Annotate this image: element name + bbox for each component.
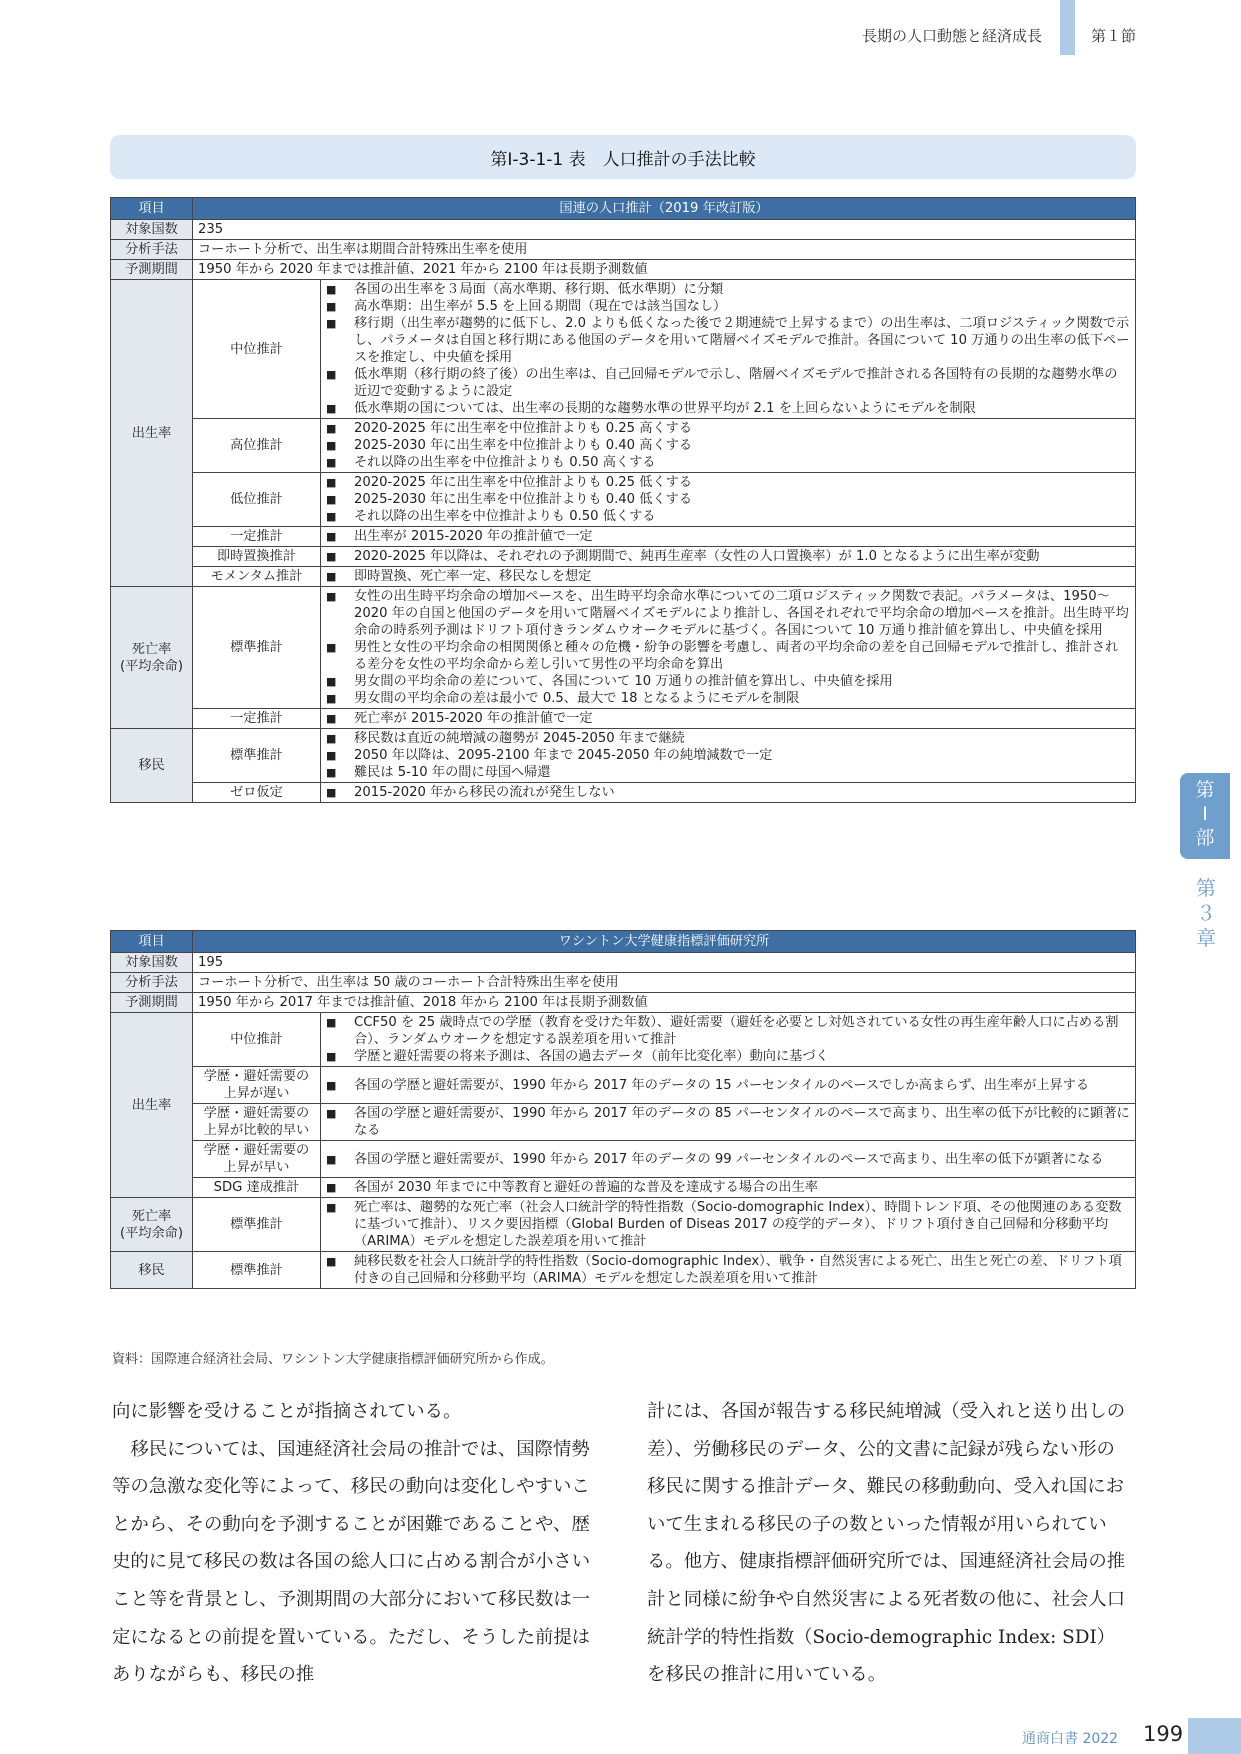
method-label-line1: 学歴・避妊需要の: [203, 1106, 310, 1121]
bullet-text: 2020-2025 年以降は、それぞれの予測期間で、純再生産率（女性の人口置換率）が 1.0 となるように出生率が変動: [354, 549, 1040, 564]
table-row: [111, 260, 1136, 280]
bullet-square-icon: ■: [326, 456, 337, 469]
bullet-square-icon: ■: [326, 1050, 337, 1063]
bullet-text: 女性の出生時平均余命の増加ペースを、出生時平均余命水準についての二項ロジスティック関数で表記。パラメータは、1950～2020 年の自国と他国のデータを用いて階層ベイズモデルにより推計し、各国それぞれで平均余命の増加ペースを推計。出生時平均余命の時系列予測はドリフト項付きランダムウオークモデルに基づく。各国について 10 万通り推計値を算出し、中央値を採用: [354, 589, 1129, 638]
bullet-cell: [321, 587, 1136, 709]
table-row: [111, 419, 1136, 473]
bullet-cell: [321, 419, 1136, 473]
bullet-text: 2015-2020 年から移民の流れが発生しない: [354, 785, 615, 800]
bullet-square-icon: ■: [326, 590, 337, 603]
part-label: 第Ⅰ部: [1195, 779, 1215, 849]
method-label-line1: 学歴・避妊需要の: [203, 1069, 310, 1084]
part-side-tab: [1180, 773, 1230, 859]
method-label: 高位推計: [193, 419, 321, 473]
bullet-text: 即時置換、死亡率一定、移民なしを想定: [354, 569, 592, 584]
row-value: 1950 年から 2020 年までは推計値、2021 年から 2100 年は長期予測数値: [193, 260, 1136, 280]
bullet-square-icon: ■: [326, 300, 337, 313]
bullet-cell: [321, 709, 1136, 729]
bullet-item: [326, 508, 1130, 525]
row-value: コーホート分析で、出生率は 50 歳のコーホート合計特殊出生率を使用: [193, 973, 1136, 993]
bullet-item: [326, 673, 1130, 690]
bullet-cell: [321, 547, 1136, 567]
row-value: 235: [193, 220, 1136, 240]
bullet-text: 各国の学歴と避妊需要が、1990 年から 2017 年のデータの 99 パーセンタイルのペースで高まり、出生率の低下が顕著になる: [354, 1151, 1104, 1167]
method-label: 標準推計: [193, 1252, 321, 1289]
bullet-square-icon: ■: [326, 530, 337, 543]
table-row: [111, 1141, 1136, 1178]
chapter-label: 第３章: [1196, 876, 1216, 950]
row-label: 分析手法: [111, 973, 193, 993]
method-label: 標準推計: [193, 587, 321, 709]
row-label: 分析手法: [111, 240, 193, 260]
method-label-line2: 上昇が比較的早い: [203, 1123, 310, 1138]
bullet-text: 各国が 2030 年までに中等教育と避妊の普遍的な普及を達成する場合の出生率: [354, 1180, 818, 1195]
un-method-table: [110, 197, 1136, 803]
row-label: 予測期間: [111, 993, 193, 1013]
bullet-text: それ以降の出生率を中位推計よりも 0.50 高くする: [354, 455, 656, 470]
bullet-square-icon: ■: [326, 570, 337, 583]
method-label: SDG 達成推計: [193, 1178, 321, 1198]
bullet-text: CCF50 を 25 歳時点での学歴（教育を受けた年数）、避妊需要（避妊を必要とし対処されている女性の再生産年齢人口に占める割合）、ランダムウオークを想定する誤差項を用いて推計: [354, 1015, 1119, 1047]
bullet-square-icon: ■: [326, 732, 337, 745]
table-row: [111, 527, 1136, 547]
bullet-item: [326, 366, 1130, 400]
bullet-item: [326, 298, 1130, 315]
category-label: 出生率: [111, 280, 193, 587]
table-row: [111, 993, 1136, 1013]
method-label: 標準推計: [193, 729, 321, 783]
bullet-item: [326, 491, 1130, 508]
bullet-item: [326, 437, 1130, 454]
bullet-item: [326, 588, 1130, 639]
method-label: 標準推計: [193, 1198, 321, 1252]
bullet-square-icon: ■: [326, 1016, 337, 1029]
bullet-item: [326, 639, 1130, 673]
table-row: [111, 1252, 1136, 1289]
bullet-item: [326, 568, 1130, 585]
bullet-square-icon: ■: [326, 1152, 337, 1166]
bullet-square-icon: ■: [326, 1078, 337, 1092]
bullet-square-icon: ■: [326, 510, 337, 523]
bullet-cell: [321, 527, 1136, 547]
bullet-item: [326, 400, 1130, 417]
method-label: ゼロ仮定: [193, 783, 321, 803]
bullet-cell: [321, 729, 1136, 783]
body-column-right: [647, 1393, 1129, 1694]
table-row: [111, 953, 1136, 973]
body-paragraph: 向に影響を受けることが指摘されている。: [112, 1401, 462, 1422]
bullet-square-icon: ■: [326, 550, 337, 563]
bullet-cell: [321, 1198, 1136, 1252]
category-label-line1: 死亡率: [131, 641, 172, 657]
row-label: 予測期間: [111, 260, 193, 280]
category-label: [111, 587, 193, 729]
method-label: 中位推計: [193, 280, 321, 419]
bullet-text: 出生率が 2015-2020 年の推計値で一定: [354, 529, 593, 544]
bullet-cell: [321, 783, 1136, 803]
method-label: 一定推計: [193, 709, 321, 729]
bullet-text: 男女間の平均余命の差について、各国について 10 万通りの推計値を算出し、中央値を採用: [354, 674, 893, 689]
bullet-cell: [321, 1141, 1136, 1178]
header-accent-bar: [1060, 0, 1075, 55]
table-row: [111, 473, 1136, 527]
footer-accent-bar: [1188, 1718, 1241, 1754]
bullet-text: 男女間の平均余命の差は最小で 0.5、最大で 18 となるようにモデルを制限: [354, 691, 800, 706]
method-label: 低位推計: [193, 473, 321, 527]
bullet-cell: [321, 1067, 1136, 1104]
table-row: [111, 729, 1136, 783]
bullet-square-icon: ■: [326, 675, 337, 688]
bullet-cell: [321, 567, 1136, 587]
bullet-item: [326, 1179, 1130, 1196]
category-label-line2: (平均余命): [119, 658, 184, 674]
category-label: 出生率: [111, 1013, 193, 1198]
bullet-square-icon: ■: [326, 1181, 337, 1194]
method-label: 一定推計: [193, 527, 321, 547]
header-item: 項目: [111, 931, 193, 953]
bullet-square-icon: ■: [326, 692, 337, 705]
bullet-item: [326, 454, 1130, 471]
category-label: 移民: [111, 1252, 193, 1289]
bullet-square-icon: ■: [326, 402, 337, 415]
table-row: [111, 567, 1136, 587]
bullet-cell: [321, 1104, 1136, 1141]
bullet-text: 低水準期（移行期の終了後）の出生率は、自己回帰モデルで示し、階層ベイズモデルで推計される各国特有の長期的な趨勢水準の近辺で変動するように設定: [354, 367, 1118, 399]
bullet-text: 2025-2030 年に出生率を中位推計よりも 0.40 高くする: [354, 438, 693, 453]
running-header-title: 長期の人口動態と経済成長: [862, 27, 1043, 45]
bullet-item: [326, 528, 1130, 545]
ihme-method-table: [110, 930, 1136, 1289]
header-title: ワシントン大学健康指標評価研究所: [193, 931, 1136, 953]
table-row: [111, 973, 1136, 993]
bullet-text: 純移民数を社会人口統計学的特性指数（Socio-domographic Index）、戦争・自然災害による死亡、出生と死亡の差、ドリフト項付きの自己回帰和分移動平均（ARIMA）モデルを想定した誤差項を用いて推計: [354, 1254, 1122, 1286]
bullet-item: [326, 1077, 1130, 1094]
table-row: [111, 220, 1136, 240]
bullet-item: [326, 474, 1130, 491]
table-row: [111, 1178, 1136, 1198]
footer-book-title: 通商白書 2022: [1022, 1731, 1119, 1747]
bullet-text: 2025-2030 年に出生率を中位推計よりも 0.40 低くする: [354, 492, 693, 507]
bullet-square-icon: ■: [326, 422, 337, 435]
bullet-cell: [321, 1252, 1136, 1289]
table-row: [111, 547, 1136, 567]
table-row: [111, 1013, 1136, 1067]
bullet-square-icon: ■: [326, 283, 337, 296]
bullet-text: 2050 年以降は、2095-2100 年まで 2045-2050 年の純増減数で一定: [354, 748, 773, 763]
bullet-square-icon: ■: [326, 439, 337, 452]
method-label-line2: 上昇が遅い: [223, 1086, 290, 1101]
bullet-text: 難民は 5-10 年の間に母国へ帰還: [354, 765, 551, 780]
method-label: [193, 1104, 321, 1141]
method-label: モメンタム推計: [193, 567, 321, 587]
bullet-item: [326, 1151, 1130, 1168]
bullet-cell: [321, 473, 1136, 527]
bullet-cell: [321, 280, 1136, 419]
row-value: コーホート分析で、出生率は期間合計特殊出生率を使用: [193, 240, 1136, 260]
category-label: 移民: [111, 729, 193, 803]
bullet-square-icon: ■: [326, 766, 337, 779]
method-label: 中位推計: [193, 1013, 321, 1067]
bullet-text: 各国の出生率を３局面（高水準期、移行期、低水準期）に分類: [354, 282, 724, 297]
table-row: [111, 240, 1136, 260]
bullet-text: 移行期（出生率が趨勢的に低下し、2.0 よりも低くなった後で２期連続で上昇するまで）の出生率は、二項ロジスティック関数で示し、パラメータは自国と移行期にある他国のデータを用いて階層ベイズモデルで推計。各国について 10 万通りの出生率の低下ペースを推定し、中央値を採用: [354, 316, 1130, 365]
bullet-item: [326, 710, 1130, 727]
page-number: 199: [1143, 1722, 1184, 1746]
bullet-square-icon: ■: [326, 368, 337, 381]
bullet-square-icon: ■: [326, 712, 337, 725]
table-caption: 第Ⅰ-3-1-1 表 人口推計の手法比較: [110, 135, 1136, 179]
bullet-item: [326, 315, 1130, 366]
method-label: 即時置換推計: [193, 547, 321, 567]
bullet-text: 各国の学歴と避妊需要が、1990 年から 2017 年のデータの 85 パーセンタイルのペースで高まり、出生率の低下が比較的に顕著になる: [354, 1106, 1130, 1138]
bullet-text: 死亡率は、趨勢的な死亡率（社会人口統計学的特性指数（Socio-domographic Index）、時間トレンド項、その他関連のある変数に基づいて推計）、リスク要因指標（Global Burden of Diseas 2017 の疫学的データ）、ドリフト項付き自己回帰和分移動平均（ARIMA）モデルを想定した誤差項を用いて推計: [354, 1200, 1122, 1249]
category-label-line1: 死亡率: [131, 1208, 172, 1224]
bullet-item: [326, 1105, 1130, 1139]
row-value: 195: [193, 953, 1136, 973]
bullet-item: [326, 784, 1130, 801]
table-header-row: [111, 198, 1136, 220]
bullet-item: [326, 690, 1130, 707]
chapter-side-label: [1186, 876, 1226, 951]
bullet-item: [326, 764, 1130, 781]
table-header-row: [111, 931, 1136, 953]
source-note: 資料：国際連合経済社会局、ワシントン大学健康指標評価研究所から作成。: [112, 1352, 554, 1367]
bullet-item: [326, 420, 1130, 437]
row-label: 対象国数: [111, 953, 193, 973]
table-row: [111, 783, 1136, 803]
bullet-square-icon: ■: [326, 317, 337, 330]
body-column-left: [112, 1393, 594, 1694]
category-label-line2: (平均余命): [119, 1225, 184, 1241]
bullet-cell: [321, 1178, 1136, 1198]
bullet-square-icon: ■: [326, 1201, 337, 1214]
bullet-text: 死亡率が 2015-2020 年の推計値で一定: [354, 711, 593, 726]
method-label: [193, 1067, 321, 1104]
bullet-item: [326, 747, 1130, 764]
method-label-line1: 学歴・避妊需要の: [203, 1143, 310, 1158]
bullet-item: [326, 1014, 1130, 1048]
category-label: [111, 1198, 193, 1252]
table-row: [111, 587, 1136, 709]
bullet-item: [326, 1253, 1130, 1287]
table-row: [111, 280, 1136, 419]
method-label: [193, 1141, 321, 1178]
method-label-line2: 上昇が早い: [223, 1160, 290, 1175]
table-row: [111, 1198, 1136, 1252]
bullet-item: [326, 1199, 1130, 1250]
bullet-text: 各国の学歴と避妊需要が、1990 年から 2017 年のデータの 15 パーセンタイルのペースでしか高まらず、出生率が上昇する: [354, 1077, 1090, 1093]
bullet-text: それ以降の出生率を中位推計よりも 0.50 低くする: [354, 509, 656, 524]
bullet-square-icon: ■: [326, 1255, 337, 1268]
body-paragraph: 計には、各国が報告する移民純増減（受入れと送り出しの差）、労働移民のデータ、公的文書に記録が残らない形の移民に関する推計データ、難民の移動動向、受入れ国において生まれる移民の子の数といった情報が用いられている。他方、健康指標評価研究所では、国連経済社会局の推計と同様に紛争や自然災害による死者数の他に、社会人口統計学的特性指数（Socio-demographic Index: SDI）を移民の推計に用いている。: [647, 1401, 1126, 1686]
bullet-text: 低水準期の国については、出生率の長期的な趨勢水準の世界平均が 2.1 を上回らないようにモデルを制限: [354, 401, 976, 416]
bullet-item: [326, 548, 1130, 565]
bullet-text: 男性と女性の平均余命の相関関係と種々の危機・紛争の影響を考慮し、両者の平均余命の差を自己回帰モデルで推計し、推計される差分を女性の平均余命から差し引いて男性の平均余命を算出: [354, 640, 1119, 672]
bullet-item: [326, 730, 1130, 747]
row-label: 対象国数: [111, 220, 193, 240]
bullet-square-icon: ■: [326, 476, 337, 489]
row-value: 1950 年から 2017 年までは推計値、2018 年から 2100 年は長期予測数値: [193, 993, 1136, 1013]
bullet-square-icon: ■: [326, 786, 337, 799]
table-row: [111, 709, 1136, 729]
bullet-square-icon: ■: [326, 749, 337, 762]
bullet-cell: [321, 1013, 1136, 1067]
bullet-square-icon: ■: [326, 1107, 337, 1120]
bullet-square-icon: ■: [326, 493, 337, 506]
body-paragraph: 移民については、国連経済社会局の推計では、国際情勢等の急激な変化等によって、移民の動向は変化しやすいことから、その動向を予測することが困難であることや、歴史的に見て移民の数は各国の総人口に占める割合が小さいこと等を背景とし、予測期間の大部分において移民数は一定になるとの前提を置いている。ただし、そうした前提はありながらも、移民の推: [112, 1438, 591, 1686]
bullet-text: 2020-2025 年に出生率を中位推計よりも 0.25 低くする: [354, 475, 693, 490]
table-row: [111, 1104, 1136, 1141]
bullet-text: 移民数は直近の純増減の趨勢が 2045-2050 年まで継続: [354, 731, 685, 746]
bullet-square-icon: ■: [326, 641, 337, 654]
header-title: 国連の人口推計（2019 年改訂版）: [193, 198, 1136, 220]
bullet-item: [326, 1048, 1130, 1065]
bullet-text: 学歴と避妊需要の将来予測は、各国の過去データ（前年比変化率）動向に基づく: [354, 1049, 829, 1064]
table-row: [111, 1067, 1136, 1104]
bullet-text: 高水準期：出生率が 5.5 を上回る期間（現在では該当国なし）: [354, 299, 727, 314]
bullet-text: 2020-2025 年に出生率を中位推計よりも 0.25 高くする: [354, 421, 693, 436]
bullet-item: [326, 281, 1130, 298]
running-header-section: 第１節: [1091, 27, 1137, 45]
header-item: 項目: [111, 198, 193, 220]
